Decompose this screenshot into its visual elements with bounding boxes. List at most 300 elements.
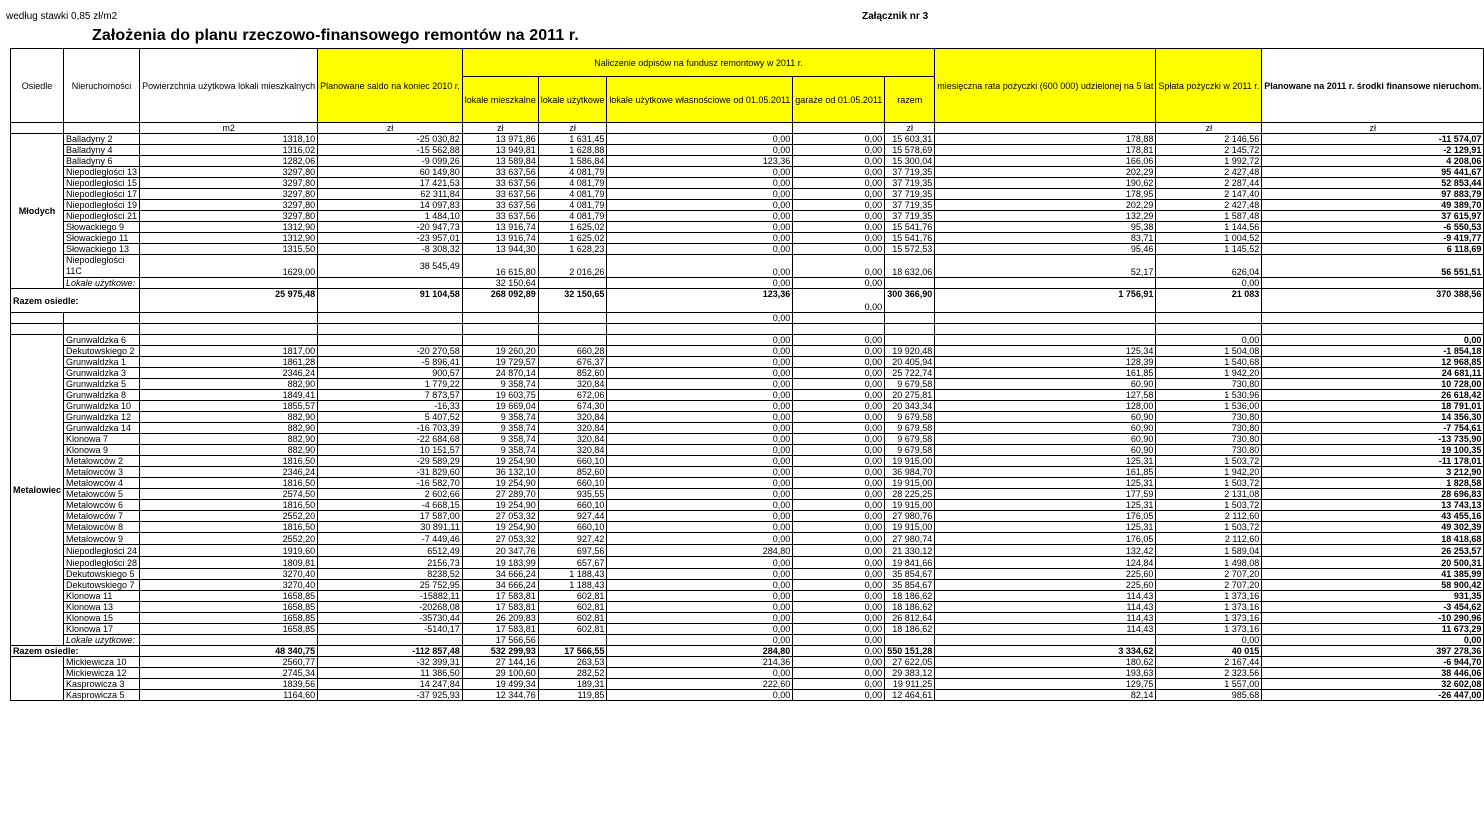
value-cell: 2346,24	[140, 368, 318, 379]
value-cell: 0,00	[607, 489, 793, 500]
property-name: Niepodległości 21	[64, 211, 140, 222]
value-cell: 263,53	[538, 657, 607, 668]
value-cell: -20 270,58	[318, 346, 463, 357]
value-cell: 82,14	[935, 690, 1156, 701]
value-cell: 0,00	[607, 522, 793, 533]
value-cell: 3270,40	[140, 580, 318, 591]
value-cell: 0,00	[1156, 635, 1262, 646]
value-cell: 660,10	[538, 456, 607, 467]
value-cell: 26 812,64	[885, 613, 935, 624]
table-row	[11, 412, 1484, 423]
value-cell: 19 911,25	[885, 679, 935, 690]
value-cell: 1 484,10	[318, 211, 463, 222]
value-cell: 17 566,56	[462, 635, 538, 646]
value-cell: 83,71	[935, 233, 1156, 244]
value-cell: -7 754,61	[1262, 423, 1484, 434]
value-cell: 11 673,29	[1262, 624, 1484, 635]
value-cell: -11 574,07	[1262, 134, 1484, 145]
header-row-1	[11, 49, 1484, 77]
value-cell: -5140,17	[318, 624, 463, 635]
value-cell: 29 100,60	[462, 668, 538, 679]
value-cell: 17 421,53	[318, 178, 463, 189]
value-cell: 37 719,35	[885, 211, 935, 222]
value-cell: 29 383,12	[885, 668, 935, 679]
value-cell: 0,00	[793, 511, 885, 522]
table-row	[11, 156, 1484, 167]
value-cell: -22 684,68	[318, 434, 463, 445]
value-cell: 60,90	[935, 379, 1156, 390]
property-name: Klonowa 9	[64, 445, 140, 456]
value-cell: 202,29	[935, 167, 1156, 178]
value-cell: 0,00	[607, 569, 793, 580]
property-name: Grunwaldzka 8	[64, 390, 140, 401]
value-cell: -9 099,26	[318, 156, 463, 167]
value-cell: 1 828,58	[1262, 478, 1484, 489]
value-cell: 1816,50	[140, 522, 318, 533]
value-cell: 18 791,01	[1262, 401, 1484, 412]
value-cell: 125,31	[935, 478, 1156, 489]
value-cell: -2 129,91	[1262, 145, 1484, 156]
unit-zl: zł	[538, 123, 607, 134]
table-row	[11, 145, 1484, 156]
value-cell: 1 373,16	[1156, 624, 1262, 635]
value-cell: 97 883,79	[1262, 189, 1484, 200]
value-cell: 20 405,94	[885, 357, 935, 368]
value-cell: 0,00	[793, 167, 885, 178]
value-cell: 0,00	[793, 613, 885, 624]
value-cell: 1816,50	[140, 478, 318, 489]
value-cell: 161,85	[935, 368, 1156, 379]
table-row	[11, 134, 1484, 145]
value-cell: 2 167,44	[1156, 657, 1262, 668]
value-cell: 33 637,56	[462, 200, 538, 211]
value-cell: 2745,34	[140, 668, 318, 679]
value-cell: 0,00	[607, 222, 793, 233]
value-cell: 9 358,74	[462, 445, 538, 456]
razem-value: 123,36	[607, 289, 793, 313]
value-cell: 0,00	[1262, 335, 1484, 346]
value-cell: 1164,60	[140, 690, 318, 701]
value-cell: 33 637,56	[462, 211, 538, 222]
value-cell: 0,00	[793, 500, 885, 511]
razem-row	[11, 646, 1484, 657]
value-cell: 60,90	[935, 434, 1156, 445]
property-name: Niepodległości 19	[64, 200, 140, 211]
value-cell: 1 625,02	[538, 233, 607, 244]
value-cell: 935,55	[538, 489, 607, 500]
table-row	[11, 522, 1484, 533]
property-name: Grunwaldzka 5	[64, 379, 140, 390]
value-cell: 189,31	[538, 679, 607, 690]
col-header-lokale-wlasnosciowe: lokale użytkowe własnościowe od 01.05.2011	[607, 77, 793, 123]
value-cell: 0,00	[793, 222, 885, 233]
table-row	[11, 545, 1484, 557]
table-row	[11, 500, 1484, 511]
value-cell: 114,43	[935, 591, 1156, 602]
value-cell: 37 719,35	[885, 200, 935, 211]
value-cell: 0,00	[793, 156, 885, 167]
table-row	[11, 434, 1484, 445]
value-cell: 52,17	[935, 255, 1156, 278]
value-cell: 1 144,56	[1156, 222, 1262, 233]
value-cell: 2 323,56	[1156, 668, 1262, 679]
value-cell: 1 992,72	[1156, 156, 1262, 167]
unit-zl: zł	[318, 123, 463, 134]
value-cell: 14 097,83	[318, 200, 463, 211]
value-cell: 26 618,42	[1262, 390, 1484, 401]
value-cell: 660,10	[538, 500, 607, 511]
table-row	[11, 335, 1484, 346]
value-cell: 127,58	[935, 390, 1156, 401]
value-cell: 11 386,50	[318, 668, 463, 679]
unit-zl: zł	[1156, 123, 1262, 134]
value-cell: 12 464,61	[885, 690, 935, 701]
property-name: Grunwaldzka 12	[64, 412, 140, 423]
value-cell: 28 696,83	[1262, 489, 1484, 500]
value-cell: 19 100,35	[1262, 445, 1484, 456]
value-cell: 1658,85	[140, 624, 318, 635]
value-cell: 0,00	[793, 434, 885, 445]
value-cell: 1316,02	[140, 145, 318, 156]
property-name: Mickiewicza 10	[64, 657, 140, 668]
col-header-splata: Spłata pożyczki w 2011 r.	[1156, 49, 1262, 123]
property-name: Mickiewicza 12	[64, 668, 140, 679]
property-name: Metalowców 4	[64, 478, 140, 489]
value-cell: 0,00	[793, 580, 885, 591]
property-name: Metalowców 5	[64, 489, 140, 500]
value-cell: 25 722,74	[885, 368, 935, 379]
value-cell: 0,00	[793, 401, 885, 412]
value-cell: 15 572,53	[885, 244, 935, 255]
razem-value: 48 340,75	[140, 646, 318, 657]
value-cell: 19 254,90	[462, 522, 538, 533]
table-row	[11, 557, 1484, 569]
value-cell: 1 589,04	[1156, 545, 1262, 557]
value-cell: 0,00	[793, 233, 885, 244]
property-name: Słowackiego 11	[64, 233, 140, 244]
col-header-powierzchnia: Powierzchnia użytkowa lokali mieszkalnych	[140, 49, 318, 123]
col-header-lokale-mieszkalne: lokale mieszkalne	[462, 77, 538, 123]
value-cell: 2552,20	[140, 511, 318, 522]
table-row	[11, 423, 1484, 434]
property-name: Klonowa 7	[64, 434, 140, 445]
value-cell: 9 679,58	[885, 379, 935, 390]
table-row	[11, 569, 1484, 580]
property-name-line: 11C	[66, 266, 82, 276]
value-cell: 660,10	[538, 478, 607, 489]
value-cell: 0,00	[607, 401, 793, 412]
col-header-nieruchomosci: Nieruchomości	[64, 49, 140, 123]
value-cell: 27 053,32	[462, 511, 538, 522]
property-name: Niepodległości 17	[64, 189, 140, 200]
value-cell: 0,00	[607, 511, 793, 522]
value-cell: 19 915,00	[885, 500, 935, 511]
property-name: Metalowców 9	[64, 533, 140, 545]
value-cell: 1 779,22	[318, 379, 463, 390]
value-cell: 852,60	[538, 368, 607, 379]
razem-value: 91 104,58	[318, 289, 463, 313]
value-cell: 1 373,16	[1156, 602, 1262, 613]
value-cell: 1 188,43	[538, 580, 607, 591]
value-cell: 0,00	[793, 189, 885, 200]
value-cell: 0,00	[793, 423, 885, 434]
value-cell: 0,00	[793, 557, 885, 569]
table-row	[11, 244, 1484, 255]
table-row	[11, 635, 1484, 646]
value-cell: 0,00	[607, 200, 793, 211]
value-cell: 0,00	[793, 624, 885, 635]
value-cell: 49 302,39	[1262, 522, 1484, 533]
table-row	[11, 357, 1484, 368]
value-cell: 15 541,76	[885, 222, 935, 233]
value-cell: 38 545,49	[318, 255, 463, 278]
value-cell: 36 984,70	[885, 467, 935, 478]
property-name: Grunwaldzka 1	[64, 357, 140, 368]
value-cell: 852,60	[538, 467, 607, 478]
value-cell: 20 275,81	[885, 390, 935, 401]
table-row	[11, 478, 1484, 489]
value-cell: 2560,77	[140, 657, 318, 668]
value-cell: 17 583,81	[462, 624, 538, 635]
table-row	[11, 591, 1484, 602]
value-cell: 26 253,57	[1262, 545, 1484, 557]
value-cell: 95,38	[935, 222, 1156, 233]
razem-value: 25 975,48	[140, 289, 318, 313]
value-cell: 176,05	[935, 533, 1156, 545]
value-cell: 882,90	[140, 423, 318, 434]
value-cell: 672,06	[538, 390, 607, 401]
value-cell: 697,56	[538, 545, 607, 557]
value-cell: 2 016,26	[538, 255, 607, 278]
value-cell: 602,81	[538, 624, 607, 635]
value-cell: 3297,80	[140, 189, 318, 200]
property-name: Kasprowicza 3	[64, 679, 140, 690]
value-cell: 927,44	[538, 511, 607, 522]
value-cell: 20 500,31	[1262, 557, 1484, 569]
razem-value: 32 150,65	[538, 289, 607, 313]
col-header-saldo: Planowane saldo na koniec 2010 r.	[318, 49, 463, 123]
table-row	[11, 624, 1484, 635]
value-cell: -6 944,70	[1262, 657, 1484, 668]
value-cell: 56 551,51	[1262, 255, 1484, 278]
value-cell: 129,75	[935, 679, 1156, 690]
value-cell: 19 915,00	[885, 478, 935, 489]
razem-value: 17 566,55	[538, 646, 607, 657]
value-cell: 882,90	[140, 379, 318, 390]
razem-value: 3 334,62	[935, 646, 1156, 657]
table-row	[11, 390, 1484, 401]
value-cell: 128,39	[935, 357, 1156, 368]
value-cell: -29 589,29	[318, 456, 463, 467]
razem-value: 284,80	[607, 646, 793, 657]
property-name: Klonowa 17	[64, 624, 140, 635]
value-cell: 19 499,34	[462, 679, 538, 690]
value-cell: 13 916,74	[462, 222, 538, 233]
value-cell: 15 541,76	[885, 233, 935, 244]
value-cell: -1 854,18	[1262, 346, 1484, 357]
value-cell: 13 971,86	[462, 134, 538, 145]
value-cell: 18 186,62	[885, 591, 935, 602]
property-name: Metalowców 3	[64, 467, 140, 478]
value-cell: 16 615,80	[462, 255, 538, 278]
value-cell: 320,84	[538, 445, 607, 456]
razem-value: 550 151,28	[885, 646, 935, 657]
razem-value: 0,00	[793, 646, 885, 657]
value-cell: 4 208,06	[1262, 156, 1484, 167]
property-name: Dekutowskiego 2	[64, 346, 140, 357]
value-cell: 1318,10	[140, 134, 318, 145]
osiedle-name: Młodych	[11, 134, 64, 289]
value-cell: 0,00	[607, 313, 793, 324]
value-cell: -5 896,41	[318, 357, 463, 368]
col-header-garaze: garaże od 01.05.2011	[793, 77, 885, 123]
table-row	[11, 255, 1484, 278]
value-cell: 12 344,76	[462, 690, 538, 701]
value-cell: 0,00	[793, 335, 885, 346]
value-cell: 37 719,35	[885, 189, 935, 200]
value-cell: 0,00	[607, 602, 793, 613]
value-cell: 30 891,11	[318, 522, 463, 533]
value-cell: -32 399,31	[318, 657, 463, 668]
value-cell: 1 503,72	[1156, 478, 1262, 489]
value-cell: 730,80	[1156, 379, 1262, 390]
table-row	[11, 211, 1484, 222]
table-row	[11, 200, 1484, 211]
value-cell: 19 729,57	[462, 357, 538, 368]
razem-row	[11, 289, 1484, 313]
value-cell: 34 666,24	[462, 569, 538, 580]
value-cell: 33 637,56	[462, 189, 538, 200]
value-cell: 0,00	[793, 390, 885, 401]
unit-m2: m2	[140, 123, 318, 134]
value-cell: 9 358,74	[462, 379, 538, 390]
value-cell: 1 373,16	[1156, 613, 1262, 624]
value-cell: 2552,20	[140, 533, 318, 545]
value-cell: 60,90	[935, 445, 1156, 456]
value-cell: 2 707,20	[1156, 569, 1262, 580]
value-cell: 3297,80	[140, 200, 318, 211]
property-name: Grunwaldzka 10	[64, 401, 140, 412]
value-cell: 0,00	[607, 668, 793, 679]
value-cell: 3297,80	[140, 211, 318, 222]
value-cell: 0,00	[607, 557, 793, 569]
value-cell: 1816,50	[140, 500, 318, 511]
value-cell: 114,43	[935, 602, 1156, 613]
value-cell: 730,80	[1156, 434, 1262, 445]
property-name: Metalowców 8	[64, 522, 140, 533]
value-cell: 2 287,44	[1156, 178, 1262, 189]
value-cell: 32 150,64	[462, 278, 538, 289]
value-cell: 0,00	[793, 679, 885, 690]
value-cell: -16 703,39	[318, 423, 463, 434]
value-cell: 1 942,20	[1156, 467, 1262, 478]
value-cell: 180,62	[935, 657, 1156, 668]
value-cell: 95 441,67	[1262, 167, 1484, 178]
value-cell: 1 530,96	[1156, 390, 1262, 401]
value-cell: 0,00	[793, 145, 885, 156]
property-name: Balladyny 2	[64, 134, 140, 145]
value-cell: 0,00	[793, 522, 885, 533]
value-cell: 33 637,56	[462, 167, 538, 178]
value-cell: -35730,44	[318, 613, 463, 624]
property-name: Słowackiego 9	[64, 222, 140, 233]
property-name: Grunwaldzka 3	[64, 368, 140, 379]
value-cell: 0,00	[793, 346, 885, 357]
value-cell: 15 578,69	[885, 145, 935, 156]
value-cell: 7 873,57	[318, 390, 463, 401]
value-cell: 320,84	[538, 379, 607, 390]
property-name: Niepodległości 15	[64, 178, 140, 189]
value-cell: 1282,06	[140, 156, 318, 167]
value-cell: 9 358,74	[462, 423, 538, 434]
property-name: Balladyny 4	[64, 145, 140, 156]
value-cell: -7 449,46	[318, 533, 463, 545]
value-cell: 161,85	[935, 467, 1156, 478]
value-cell: 202,29	[935, 200, 1156, 211]
value-cell: 0,00	[607, 533, 793, 545]
value-cell: 177,59	[935, 489, 1156, 500]
property-name: Niepodległości 28	[64, 557, 140, 569]
spacer-row	[11, 324, 1484, 335]
value-cell: 37 615,97	[1262, 211, 1484, 222]
property-name: Metalowców 6	[64, 500, 140, 511]
value-cell: 225,60	[935, 569, 1156, 580]
value-cell: 124,84	[935, 557, 1156, 569]
value-cell: 20 343,34	[885, 401, 935, 412]
value-cell: 24 870,14	[462, 368, 538, 379]
value-cell: 1 586,84	[538, 156, 607, 167]
table-row	[11, 467, 1484, 478]
value-cell: 0,00	[607, 368, 793, 379]
value-cell: 0,00	[607, 178, 793, 189]
value-cell: 0,00	[793, 134, 885, 145]
value-cell: 2 147,40	[1156, 189, 1262, 200]
unit-zl: zł	[885, 123, 935, 134]
value-cell: 166,06	[935, 156, 1156, 167]
value-cell: 2346,24	[140, 467, 318, 478]
value-cell: -3 454,62	[1262, 602, 1484, 613]
value-cell: 43 455,16	[1262, 511, 1484, 522]
razem-value: 1 756,91	[935, 289, 1156, 313]
value-cell: 0,00	[793, 591, 885, 602]
table-row	[11, 668, 1484, 679]
value-cell: 5 407,52	[318, 412, 463, 423]
table-row	[11, 690, 1484, 701]
value-cell: -11 178,01	[1262, 456, 1484, 467]
value-cell: 27 053,32	[462, 533, 538, 545]
value-cell: 132,42	[935, 545, 1156, 557]
value-cell: -16,33	[318, 401, 463, 412]
value-cell: 0,00	[607, 255, 793, 278]
value-cell: 193,63	[935, 668, 1156, 679]
renovation-plan-table	[10, 48, 1484, 701]
value-cell: 0,00	[1156, 335, 1262, 346]
value-cell: 0,00	[607, 357, 793, 368]
value-cell: 0,00	[607, 467, 793, 478]
value-cell: 1919,60	[140, 545, 318, 557]
value-cell: 0,00	[1262, 635, 1484, 646]
value-cell: 9 679,58	[885, 423, 935, 434]
spacer-row	[11, 313, 1484, 324]
value-cell: 0,00	[607, 379, 793, 390]
col-header-razem: razem	[885, 77, 935, 123]
table-row	[11, 368, 1484, 379]
value-cell: 602,81	[538, 613, 607, 624]
value-cell: 730,80	[1156, 423, 1262, 434]
value-cell: 52 853,44	[1262, 178, 1484, 189]
value-cell: 320,84	[538, 423, 607, 434]
table-row	[11, 657, 1484, 668]
